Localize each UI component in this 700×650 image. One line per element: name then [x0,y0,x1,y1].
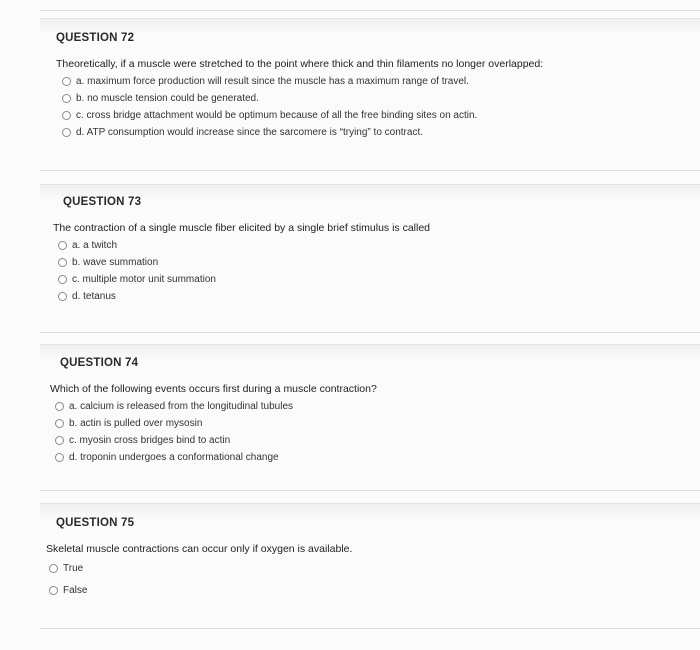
question-prompt: Skeletal muscle contractions can occur only if oxygen is available. [46,543,353,555]
question-title: QUESTION 75 [56,517,135,529]
option-label: d. ATP consumption would increase since the sarcomere is “trying” to contract. [76,127,424,138]
option-label: b. wave summation [72,257,159,268]
radio-button[interactable] [62,94,71,103]
option-label: b. no muscle tension could be generated. [76,93,259,104]
radio-button[interactable] [55,402,64,411]
option-label: True [63,562,84,574]
divider [40,628,700,629]
option-label: a. calcium is released from the longitudinal tubules [69,401,294,412]
answer-options [49,558,700,602]
answer-options [62,73,700,141]
option-a[interactable] [62,73,700,90]
radio-button[interactable] [58,258,67,267]
option-b[interactable] [58,254,700,271]
question-title: QUESTION 73 [63,196,142,208]
option-d[interactable] [62,124,700,141]
option-label: d. tetanus [72,291,116,302]
divider [40,490,700,491]
divider [40,10,700,11]
radio-button[interactable] [55,419,64,428]
option-true[interactable] [49,558,700,578]
question-74 [50,357,700,466]
question-prompt: Which of the following events occurs first during a muscle contraction? [50,383,377,395]
answer-options [55,398,700,466]
option-label: c. cross bridge attachment would be optimum because of all the free binding sites on actin. [76,110,478,121]
option-c[interactable] [58,271,700,288]
option-a[interactable] [58,237,700,254]
divider [40,170,700,171]
radio-button[interactable] [49,564,58,573]
option-b[interactable] [55,415,700,432]
radio-button[interactable] [62,77,71,86]
radio-button[interactable] [55,436,64,445]
question-title: QUESTION 72 [56,32,135,44]
question-prompt: Theoretically, if a muscle were stretched to the point where thick and thin filaments no longer overlapped: [56,58,544,70]
question-card-top [40,18,700,33]
divider [40,332,700,333]
radio-button[interactable] [49,586,58,595]
option-b[interactable] [62,90,700,107]
radio-button[interactable] [62,128,71,137]
question-prompt: The contraction of a single muscle fiber elicited by a single brief stimulus is called [53,222,431,234]
option-label: c. multiple motor unit summation [72,274,216,285]
answer-options [58,237,700,305]
option-label: False [63,584,88,596]
option-label: b. actin is pulled over mysosin [69,418,203,429]
option-false[interactable] [49,578,700,602]
radio-button[interactable] [58,292,67,301]
option-label: a. a twitch [72,240,118,251]
option-d[interactable] [55,449,700,466]
question-75 [46,517,700,602]
radio-button[interactable] [58,241,67,250]
question-72 [56,32,700,141]
option-c[interactable] [62,107,700,124]
radio-button[interactable] [58,275,67,284]
question-73 [53,196,700,305]
option-label: d. troponin undergoes a conformational change [69,452,279,463]
radio-button[interactable] [55,453,64,462]
option-a[interactable] [55,398,700,415]
question-title: QUESTION 74 [60,357,139,369]
question-card-top [40,503,700,518]
option-c[interactable] [55,432,700,449]
option-label: a. maximum force production will result since the muscle has a maximum range of travel. [76,76,469,87]
radio-button[interactable] [62,111,71,120]
option-d[interactable] [58,288,700,305]
option-label: c. myosin cross bridges bind to actin [69,435,231,446]
